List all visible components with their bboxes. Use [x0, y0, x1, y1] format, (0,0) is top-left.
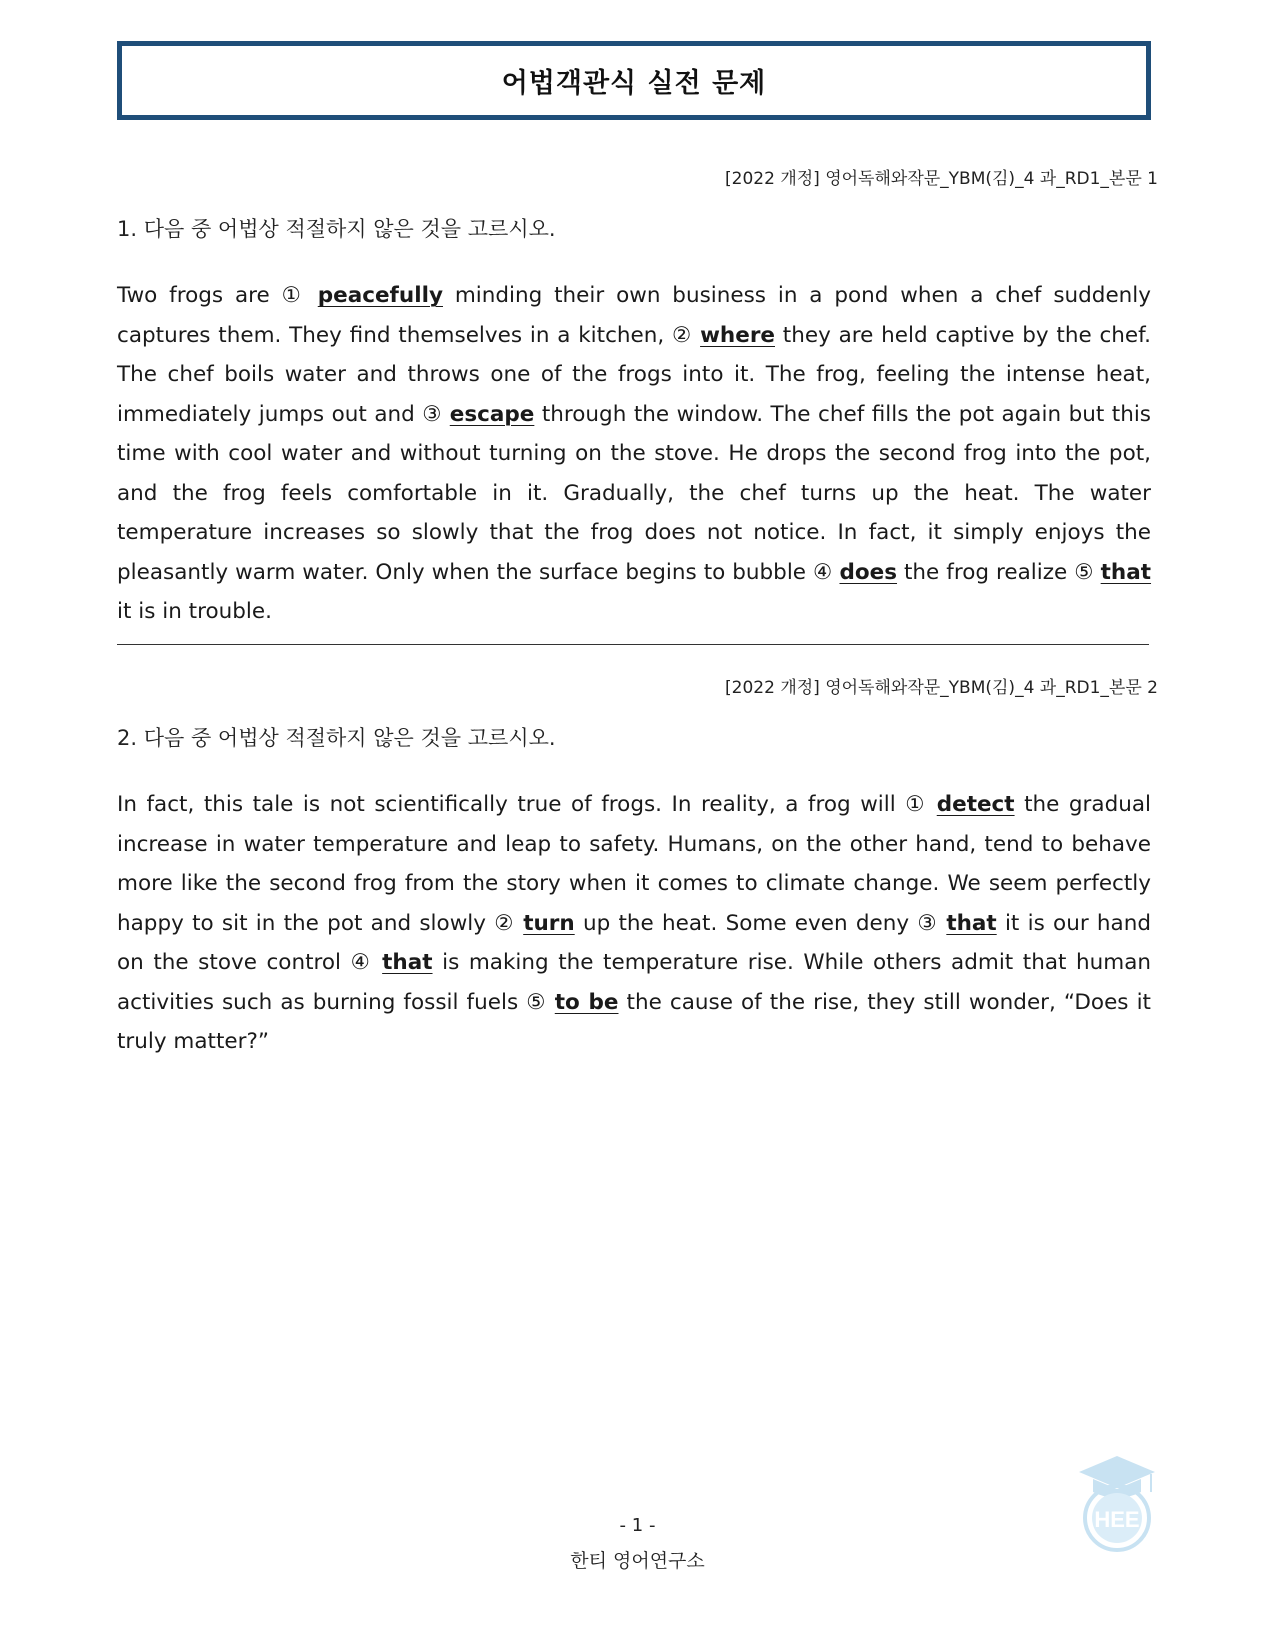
- title-box: [117, 41, 1151, 120]
- passage-text: In fact, this tale is not scientifically true of frogs. In reality, a frog will: [117, 792, 906, 817]
- passage-text: is making the temperature rise. While others admit that human activities such as burning fossil fuels: [117, 950, 1151, 1015]
- page-number: - 1 -: [619, 1515, 656, 1536]
- choice-number: ⑤: [1074, 559, 1094, 585]
- passage-text: it is our hand on the stove control: [117, 910, 1151, 975]
- choice-word: does: [839, 559, 898, 585]
- footer-organization: 한티 영어연구소: [570, 1550, 705, 1572]
- choice-number: ②: [672, 322, 693, 348]
- choice-number: ②: [494, 910, 515, 936]
- choice-number: ①: [281, 283, 306, 308]
- choice-word: escape: [449, 401, 535, 427]
- hee-logo: [1073, 1452, 1161, 1552]
- problem-1-source: [2022 개정] 영어독해와작문_YBM(김)_4 과_RD1_본문 1: [725, 169, 1158, 189]
- choice-number: ③: [917, 910, 939, 936]
- choice-word: that: [1100, 559, 1152, 585]
- problem-1-question: 1. 다음 중 어법상 적절하지 않은 것을 고르시오.: [117, 217, 556, 241]
- choice-word: peacefully: [317, 283, 443, 308]
- passage-text: Two frogs are: [117, 283, 282, 308]
- problem-2-source: [2022 개정] 영어독해와작문_YBM(김)_4 과_RD1_본문 2: [725, 678, 1158, 698]
- logo-text: HEE: [1094, 1507, 1140, 1532]
- passage-text: they are held captive by the chef. The chef boils water and throws one of the frogs into it. The frog, feeling the intense heat, immediately jumps out and: [117, 322, 1151, 427]
- choice-word: to be: [554, 989, 619, 1015]
- problem-2-passage: [117, 785, 1151, 1062]
- choice-number: ①: [905, 792, 928, 817]
- choice-number: ④: [813, 559, 833, 585]
- passage-text: up the heat. Some even deny: [574, 910, 918, 936]
- problem-2-question: 2. 다음 중 어법상 적절하지 않은 것을 고르시오.: [117, 726, 556, 750]
- graduation-cap-icon: [1073, 1452, 1161, 1552]
- choice-number: ⑤: [526, 989, 547, 1015]
- choice-number: ③: [422, 401, 443, 427]
- problem-1-passage: [117, 276, 1151, 632]
- passage-text: through the window. The chef fills the pot again but this time with cool water and without turning on the stove. He drops the second frog into the pot, and the frog feels comfortable in it. Gradually, the chef turns up the heat. The water temperature increases so slowly that the frog does not notice. In fact, it simply enjoys the pleasantly warm water. Only when the surface begins to bubble: [117, 401, 1151, 585]
- choice-word: detect: [936, 792, 1015, 817]
- passage-text: minding their own business in a pond when a chef suddenly captures them. They find themselves in a kitchen,: [117, 283, 1151, 348]
- passage-text: the gradual increase in water temperature and leap to safety. Humans, on the other hand, tend to behave more like the second frog from the story when it comes to climate change. We seem perfectly happy to sit in the pot and slowly: [117, 792, 1151, 936]
- passage-text: the frog realize: [897, 559, 1075, 585]
- passage-text: it is in trouble.: [117, 599, 272, 624]
- page-title: 어법객관식 실전 문제: [501, 68, 767, 99]
- choice-word: that: [946, 910, 997, 936]
- choice-number: ④: [350, 950, 373, 975]
- choice-word: turn: [523, 910, 575, 936]
- divider: [117, 644, 1149, 645]
- choice-word: that: [382, 950, 433, 975]
- choice-word: where: [700, 322, 775, 348]
- passage-text: the cause of the rise, they still wonder, “Does it truly matter?”: [117, 989, 1151, 1054]
